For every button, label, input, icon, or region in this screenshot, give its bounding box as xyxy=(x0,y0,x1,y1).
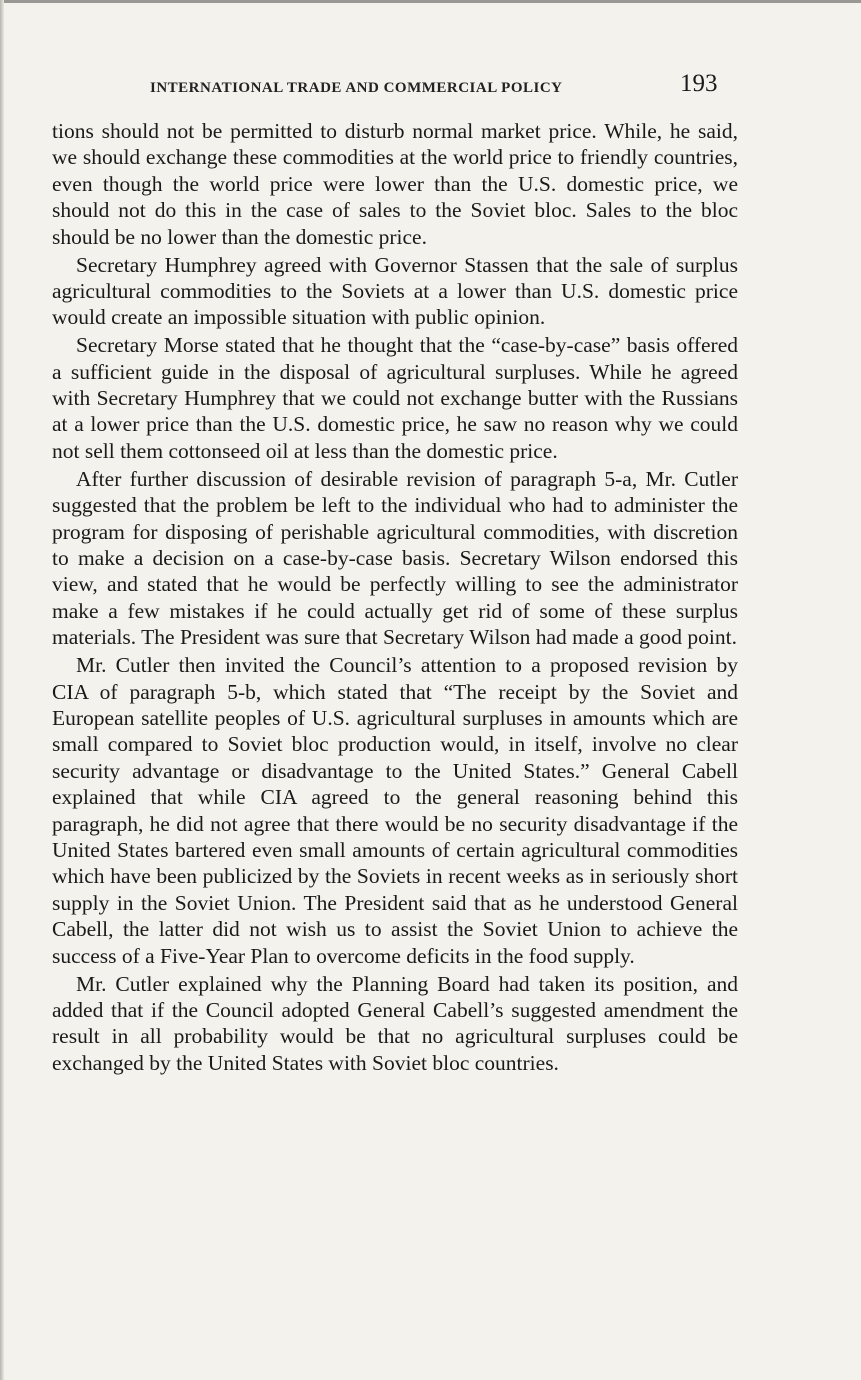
paragraph-continued: tions should not be permitted to disturb normal market price. While, he said, we should exchange these commodities at the world price to friendly countries, even though the world price were lower than the U.S. domestic price, we should not do this in the case of sales to the Soviet bloc. Sales to the bloc should be no lower than the domestic price. xyxy=(52,119,738,249)
top-edge-line xyxy=(0,0,861,3)
paragraph-planning-board: Mr. Cutler explained why the Planning Board had taken its position, and added that if the Council adopted General Cabell’s suggested amendment the result in all probability would be that no agricultural surpluses could be exchanged by the United States with Soviet bloc countries. xyxy=(52,971,738,1075)
paragraph-humphrey: Secretary Humphrey agreed with Governor Stassen that the sale of surplus agricultural commodities to the Soviets at a lower than U.S. domestic price would create an impossible situation with public opinion. xyxy=(52,252,738,330)
body-text xyxy=(52,118,738,1078)
running-title: INTERNATIONAL TRADE AND COMMERCIAL POLICY xyxy=(150,80,563,96)
paragraph-cia-revision: Mr. Cutler then invited the Council’s attention to a proposed revision by CIA of paragraph 5-b, which stated that “The receipt by the Soviet and European satellite peoples of U.S. agricultural surpluses in amounts which are small compared to Soviet bloc production would, in itself, involve no clear security advantage or disadvantage to the United States.” General Cabell explained that while CIA agreed to the general reasoning behind this paragraph, he did not agree that there would be no security disadvantage if the United States bartered even small amounts of certain agricultural commodities which have been publicized by the Soviets in recent weeks as in seriously short supply in the Soviet Union. The President said that as he understood General Cabell, the latter did not wish us to assist the Soviet Union to achieve the success of a Five-Year Plan to overcome deficits in the food supply. xyxy=(52,653,738,968)
binding-edge xyxy=(0,0,4,1380)
paragraph-cutler-suggestion: After further discussion of desirable revision of paragraph 5-a, Mr. Cutler suggested that the problem be left to the individual who had to administer the program for disposing of perishable agricultural commodities, with discretion to make a decision on a case-by-case basis. Secretary Wilson endorsed this view, and stated that he would be perfectly willing to see the administrator make a few mistakes if he could actually get rid of some of these surplus materials. The President was sure that Secretary Wilson had made a good point. xyxy=(52,466,738,650)
page-number: 193 xyxy=(680,70,718,97)
paragraph-morse: Secretary Morse stated that he thought that the “case-by-case” basis offered a sufficient guide in the disposal of agricultural surpluses. While he agreed with Secretary Humphrey that we could not exchange butter with the Russians at a lower price than the U.S. domestic price, he saw no reason why we could not sell them cottonseed oil at less than the domestic price. xyxy=(52,333,738,463)
